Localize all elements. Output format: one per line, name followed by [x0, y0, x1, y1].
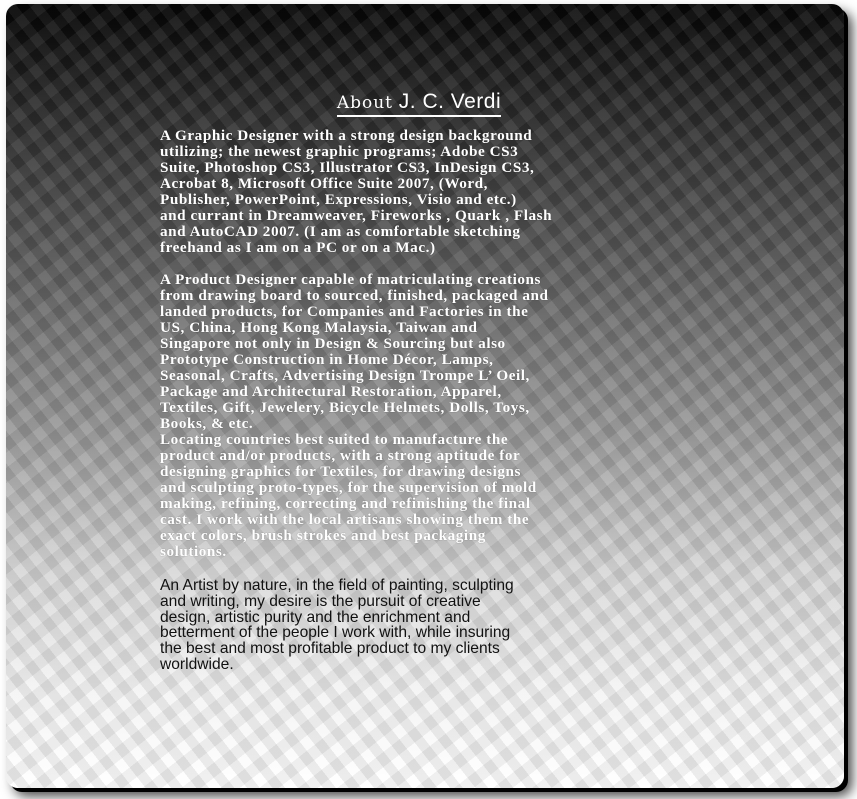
text-line: product and/or products, with a strong aptitude for: [160, 447, 521, 464]
text-line: utilizing; the newest graphic programs; Adobe CS3: [160, 143, 519, 160]
text-line: Singapore not only in Design & Sourcing but also: [160, 335, 506, 352]
text-line: solutions.: [160, 543, 227, 560]
text-line: the best and most profitable product to my clients: [160, 640, 500, 658]
text-line: US, China, Hong Kong Malaysia, Taiwan and: [160, 319, 478, 336]
paragraph-artist: [160, 578, 720, 673]
paragraph-product-designer: [160, 272, 720, 560]
text-line: exact colors, brush strokes and best packaging: [160, 527, 486, 544]
paragraph-spacer: [160, 256, 720, 272]
page-title-text: [337, 89, 501, 117]
text-line: Package and Architectural Restoration, Apparel,: [160, 383, 502, 400]
text-line: Locating countries best suited to manufacture the: [160, 431, 509, 448]
text-line: Acrobat 8, Microsoft Office Suite 2007, (Word,: [160, 175, 489, 192]
content-panel: [6, 4, 844, 788]
text-line: and sculpting proto-types, for the supervision of mold: [160, 479, 537, 496]
text-line: A Product Designer capable of matriculating creations: [160, 271, 541, 288]
page-title: [6, 89, 832, 117]
text-line: A Graphic Designer with a strong design background: [160, 127, 533, 144]
text-line: Textiles, Gift, Jewelery, Bicycle Helmets, Dolls, Toys,: [160, 399, 530, 416]
text-line: design, artistic purity and the enrichment and: [160, 608, 471, 626]
title-name: J. C. Verdi: [398, 90, 502, 113]
text-line: Books, & etc.: [160, 415, 254, 432]
text-line: worldwide.: [160, 655, 234, 673]
paragraph-graphic-designer: [160, 128, 720, 256]
text-line: betterment of the people I work with, while insuring: [160, 624, 511, 642]
text-line: and AutoCAD 2007. (I am as comfortable sketching: [160, 223, 521, 240]
text-line: designing graphics for Textiles, for drawing designs: [160, 463, 521, 480]
text-line: freehand as I am on a PC or on a Mac.): [160, 239, 436, 256]
text-line: and writing, my desire is the pursuit of creative: [160, 592, 481, 610]
text-line: landed products, for Companies and Factories in the: [160, 303, 529, 320]
text-line: Seasonal, Crafts, Advertising Design Trompe L’ Oeil,: [160, 367, 530, 384]
text-line: cast. I work with the local artisans showing them the: [160, 511, 530, 528]
title-prefix: About: [336, 93, 394, 113]
text-line: Publisher, PowerPoint, Expressions, Visio and etc.): [160, 191, 517, 208]
text-line: and currant in Dreamweaver, Fireworks , Quark , Flash: [160, 207, 553, 224]
text-line: from drawing board to sourced, finished, packaged and: [160, 287, 549, 304]
text-line: making, refining, correcting and refinishing the final: [160, 495, 531, 512]
text-line: Prototype Construction in Home Décor, Lamps,: [160, 351, 494, 368]
text-line: An Artist by nature, in the field of painting, sculpting: [160, 577, 514, 594]
text-line: Suite, Photoshop CS3, Illustrator CS3, InDesign CS3,: [160, 159, 535, 176]
about-text: [160, 128, 720, 673]
